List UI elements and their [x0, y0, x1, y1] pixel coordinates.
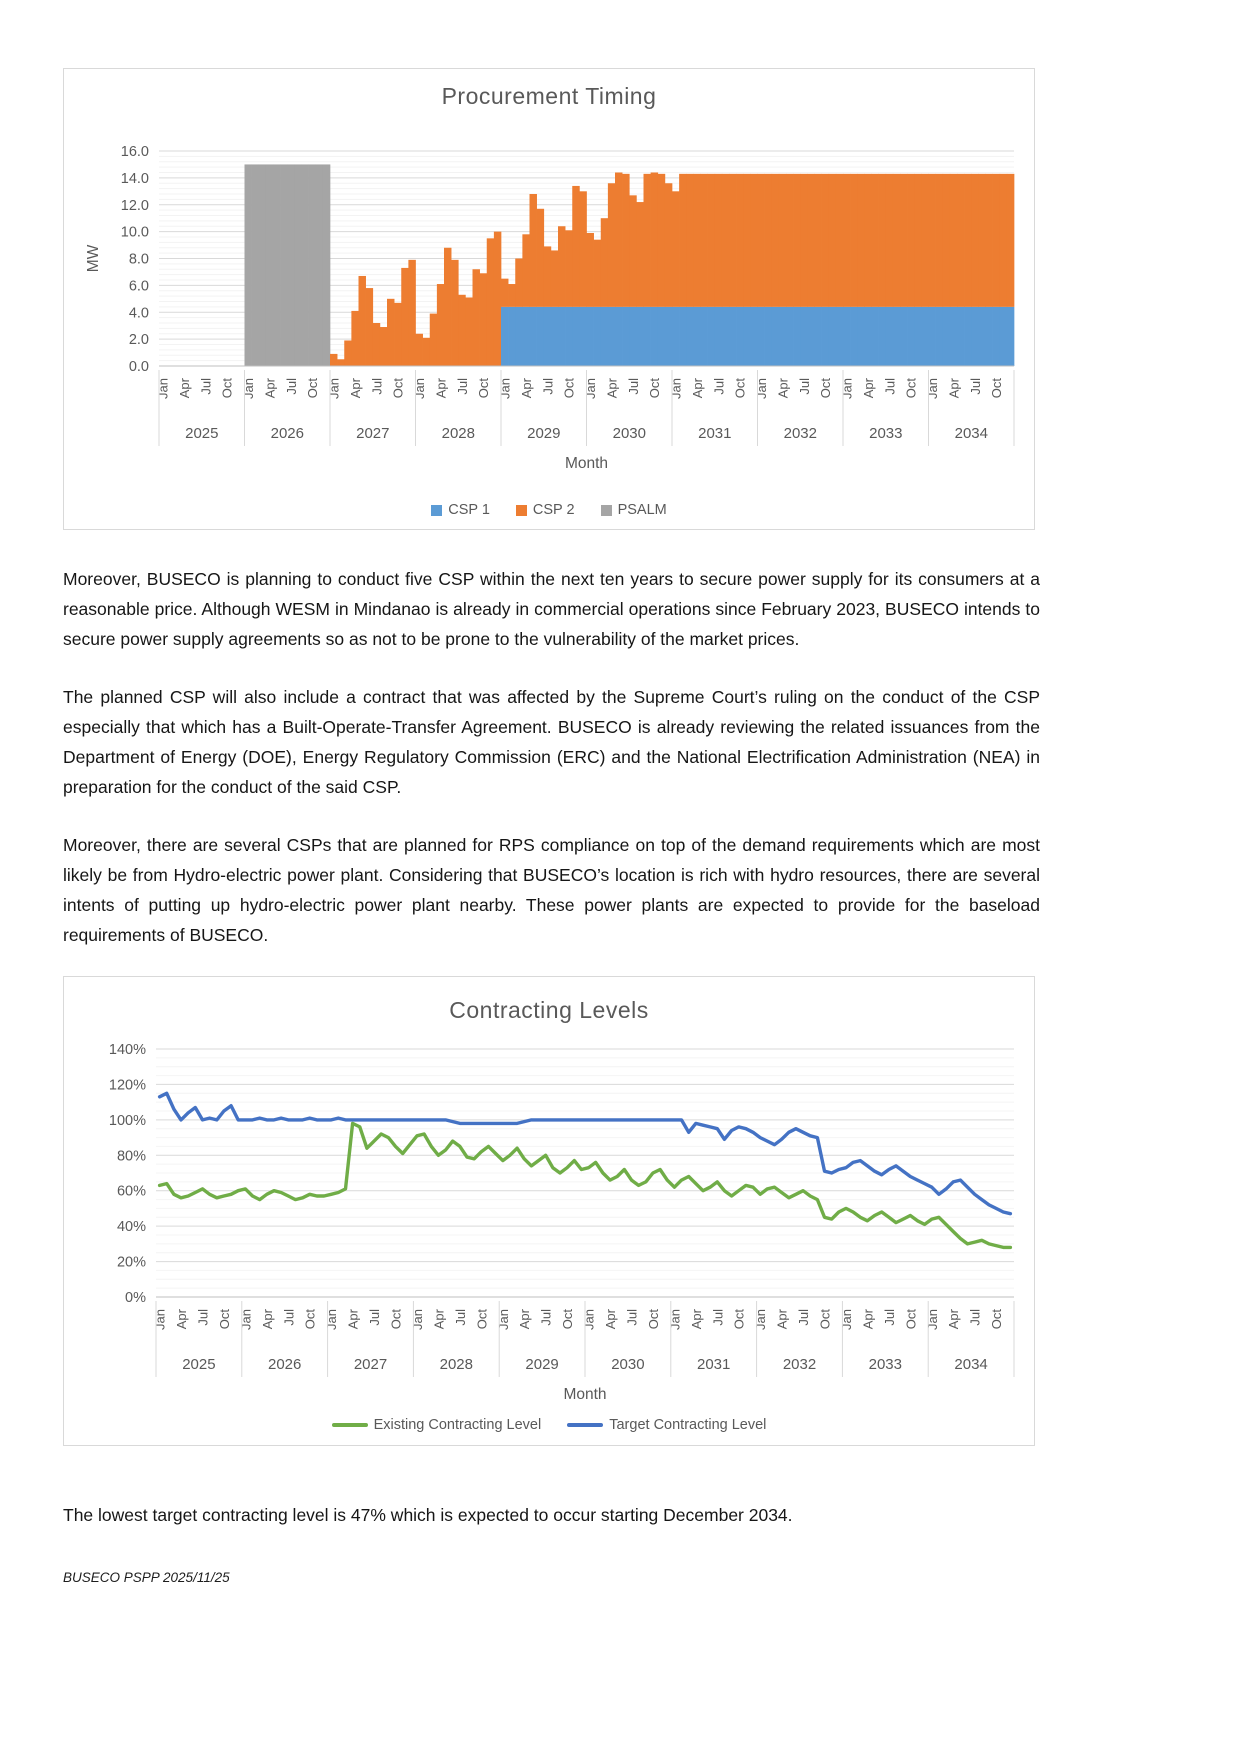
- svg-text:0%: 0%: [125, 1290, 146, 1306]
- svg-text:Jul: Jul: [711, 378, 727, 395]
- svg-text:Apr: Apr: [946, 378, 962, 399]
- svg-text:0.0: 0.0: [128, 359, 149, 375]
- svg-text:16.0: 16.0: [120, 144, 149, 160]
- svg-text:Apr: Apr: [262, 378, 278, 399]
- svg-text:Jul: Jul: [369, 378, 385, 395]
- svg-text:60%: 60%: [116, 1183, 146, 1200]
- svg-text:Jan: Jan: [497, 378, 513, 399]
- svg-text:Oct: Oct: [474, 1309, 490, 1330]
- svg-text:Jan: Jan: [754, 378, 770, 399]
- svg-text:80%: 80%: [116, 1148, 146, 1165]
- page-footer: BUSECO PSPP 2025/11/25: [63, 1570, 230, 1585]
- legend-label: CSP 2: [532, 502, 575, 518]
- svg-text:Jul: Jul: [967, 378, 983, 395]
- svg-text:Jan: Jan: [924, 1309, 940, 1330]
- svg-text:4.0: 4.0: [128, 305, 149, 322]
- legend-item-csp-2: [516, 502, 575, 518]
- closing-sentence: The lowest target contracting level is 47% which is expected to occur starting December 2034.: [63, 1505, 793, 1525]
- csp-1-swatch-icon: [431, 505, 442, 516]
- svg-text:Jan: Jan: [583, 378, 599, 399]
- svg-text:Jul: Jul: [538, 1309, 554, 1326]
- svg-text:Oct: Oct: [903, 378, 919, 399]
- svg-text:Month: Month: [564, 455, 609, 472]
- paragraph-supreme-court: The planned CSP will also include a contract that was affected by the Supreme Court’s ruling on the conduct of the CSP especially that which has a Built-Operate-Transfer Agreement. BUSECO is already reviewing the related issuances from the Department of Energy (DOE), Energy Regulatory Commission (ERC) and the National Electrification Administration (NEA) in preparation for the conduct of the said CSP.: [63, 687, 1040, 797]
- svg-text:120%: 120%: [108, 1077, 146, 1094]
- svg-text:2027: 2027: [353, 1356, 388, 1373]
- svg-text:2032: 2032: [783, 425, 817, 442]
- procurement-timing-chart: [64, 69, 1034, 529]
- svg-text:2028: 2028: [441, 425, 475, 442]
- svg-text:Jul: Jul: [624, 1309, 640, 1326]
- svg-text:Jul: Jul: [195, 1309, 211, 1326]
- svg-text:Jan: Jan: [412, 378, 428, 399]
- svg-text:Apr: Apr: [345, 1309, 361, 1330]
- svg-text:2026: 2026: [270, 425, 304, 442]
- svg-text:Jan: Jan: [324, 1309, 340, 1330]
- svg-text:Oct: Oct: [731, 1309, 747, 1330]
- legend-label: PSALM: [617, 502, 667, 518]
- contracting-chart-title: Contracting Levels: [449, 997, 649, 1023]
- legend-item-psalm: [601, 502, 667, 518]
- svg-text:Jul: Jul: [796, 378, 812, 395]
- legend-item-csp-1: [431, 502, 490, 518]
- procurement-chart-legend: [64, 502, 1034, 518]
- svg-text:8.0: 8.0: [128, 251, 149, 268]
- contracting-chart-legend: [64, 1417, 1034, 1433]
- svg-text:Jul: Jul: [540, 378, 556, 395]
- svg-text:40%: 40%: [116, 1219, 146, 1236]
- svg-text:Jan: Jan: [152, 1309, 168, 1330]
- svg-text:Jul: Jul: [625, 378, 641, 395]
- svg-text:2.0: 2.0: [128, 332, 149, 349]
- svg-text:Jul: Jul: [283, 378, 299, 395]
- svg-text:Oct: Oct: [732, 378, 748, 399]
- svg-text:2034: 2034: [954, 425, 988, 442]
- svg-text:Oct: Oct: [476, 378, 492, 399]
- legend-label: Existing Contracting Level: [373, 1417, 542, 1433]
- svg-text:Apr: Apr: [689, 378, 705, 399]
- svg-text:Jan: Jan: [668, 378, 684, 399]
- svg-text:2027: 2027: [356, 425, 390, 442]
- svg-text:Oct: Oct: [647, 378, 663, 399]
- svg-text:Jul: Jul: [452, 1309, 468, 1326]
- svg-text:Jan: Jan: [838, 1309, 854, 1330]
- svg-text:Jul: Jul: [710, 1309, 726, 1326]
- svg-text:Apr: Apr: [603, 1309, 619, 1330]
- svg-text:Oct: Oct: [989, 1309, 1005, 1330]
- legend-label: Target Contracting Level: [609, 1417, 767, 1433]
- svg-text:Oct: Oct: [302, 1309, 318, 1330]
- svg-text:Apr: Apr: [259, 1309, 275, 1330]
- svg-text:Apr: Apr: [604, 378, 620, 399]
- svg-text:Jul: Jul: [281, 1309, 297, 1326]
- svg-text:2025: 2025: [182, 1356, 216, 1373]
- svg-text:Apr: Apr: [433, 378, 449, 399]
- svg-text:Oct: Oct: [989, 378, 1005, 399]
- svg-text:Oct: Oct: [219, 378, 235, 399]
- svg-text:100%: 100%: [108, 1112, 146, 1129]
- svg-text:2029: 2029: [527, 425, 561, 442]
- svg-text:14.0: 14.0: [120, 170, 149, 187]
- svg-text:Oct: Oct: [817, 1309, 833, 1330]
- legend-label: CSP 1: [448, 502, 490, 518]
- svg-text:Apr: Apr: [176, 378, 192, 399]
- svg-text:2031: 2031: [698, 425, 732, 442]
- svg-text:Jan: Jan: [326, 378, 342, 399]
- contracting-levels-chart: [64, 977, 1034, 1445]
- svg-text:Jan: Jan: [581, 1309, 597, 1330]
- svg-text:Jan: Jan: [753, 1309, 769, 1330]
- svg-text:Oct: Oct: [561, 378, 577, 399]
- svg-text:Oct: Oct: [818, 378, 834, 399]
- svg-text:2034: 2034: [954, 1356, 988, 1373]
- svg-text:140%: 140%: [108, 1042, 146, 1058]
- svg-text:Month: Month: [563, 1386, 607, 1403]
- svg-text:Oct: Oct: [903, 1309, 919, 1330]
- svg-text:Jul: Jul: [454, 378, 470, 395]
- svg-text:Apr: Apr: [860, 1309, 876, 1330]
- svg-text:2033: 2033: [868, 1356, 902, 1373]
- procurement-chart-title: Procurement Timing: [441, 83, 657, 109]
- svg-text:Oct: Oct: [216, 1309, 232, 1330]
- svg-text:12.0: 12.0: [120, 197, 149, 214]
- legend-item-target-contracting-level: [567, 1417, 766, 1433]
- svg-text:Jan: Jan: [241, 378, 257, 399]
- svg-text:Apr: Apr: [431, 1309, 447, 1330]
- svg-text:Apr: Apr: [518, 378, 534, 399]
- existing-contracting-level-swatch-icon: [332, 1423, 368, 1427]
- svg-text:2025: 2025: [185, 425, 219, 442]
- svg-text:MW: MW: [85, 244, 102, 273]
- svg-text:Oct: Oct: [305, 378, 321, 399]
- svg-text:2028: 2028: [439, 1356, 473, 1373]
- svg-text:2031: 2031: [697, 1356, 731, 1373]
- svg-text:Apr: Apr: [946, 1309, 962, 1330]
- svg-text:10.0: 10.0: [120, 224, 149, 241]
- svg-text:Jan: Jan: [238, 1309, 254, 1330]
- svg-text:Apr: Apr: [774, 1309, 790, 1330]
- paragraph-csp-plan: Moreover, BUSECO is planning to conduct five CSP within the next ten years to secure power supply for its consumers at a reasonable price. Although WESM in Mindanao is already in commercial operations since February 2023, BUSECO intends to secure power supply agreements so as not to be prone to the vulnerability of the market prices.: [63, 569, 1040, 649]
- svg-text:2030: 2030: [612, 425, 646, 442]
- svg-text:Jul: Jul: [881, 1309, 897, 1326]
- svg-text:20%: 20%: [116, 1254, 146, 1271]
- svg-text:Oct: Oct: [645, 1309, 661, 1330]
- svg-text:Jan: Jan: [495, 1309, 511, 1330]
- svg-text:Jul: Jul: [796, 1309, 812, 1326]
- svg-text:Apr: Apr: [517, 1309, 533, 1330]
- svg-text:Jan: Jan: [155, 378, 171, 399]
- svg-text:Oct: Oct: [560, 1309, 576, 1330]
- svg-text:Oct: Oct: [388, 1309, 404, 1330]
- svg-text:Jan: Jan: [925, 378, 941, 399]
- svg-text:Apr: Apr: [775, 378, 791, 399]
- svg-text:2029: 2029: [525, 1356, 559, 1373]
- svg-text:Apr: Apr: [174, 1309, 190, 1330]
- svg-text:Jul: Jul: [198, 378, 214, 395]
- svg-text:Apr: Apr: [688, 1309, 704, 1330]
- svg-text:2032: 2032: [782, 1356, 817, 1373]
- svg-text:Jul: Jul: [367, 1309, 383, 1326]
- procurement-timing-chart-panel: [63, 68, 1035, 530]
- svg-text:Jan: Jan: [839, 378, 855, 399]
- svg-text:Jan: Jan: [667, 1309, 683, 1330]
- csp-2-swatch-icon: [516, 505, 527, 516]
- svg-text:Apr: Apr: [347, 378, 363, 399]
- svg-text:2026: 2026: [268, 1356, 302, 1373]
- target-contracting-level-swatch-icon: [567, 1423, 603, 1427]
- paragraph-rps-hydro: Moreover, there are several CSPs that are planned for RPS compliance on top of the demand requirements which are most likely be from Hydro-electric power plant. Considering that BUSECO’s location is rich with hydro resources, there are several intents of putting up hydro-electric power plant nearby. These power plants are expected to provide for the baseload requirements of BUSECO.: [63, 835, 1040, 945]
- svg-text:6.0: 6.0: [128, 278, 149, 295]
- psalm-swatch-icon: [601, 505, 612, 516]
- svg-text:Jul: Jul: [967, 1309, 983, 1326]
- contracting-levels-chart-panel: [63, 976, 1035, 1446]
- svg-text:2030: 2030: [611, 1356, 645, 1373]
- svg-text:Jul: Jul: [882, 378, 898, 395]
- svg-text:Apr: Apr: [860, 378, 876, 399]
- svg-text:2033: 2033: [869, 425, 903, 442]
- svg-text:Jan: Jan: [409, 1309, 425, 1330]
- legend-item-existing-contracting-level: [332, 1417, 542, 1433]
- svg-text:Oct: Oct: [390, 378, 406, 399]
